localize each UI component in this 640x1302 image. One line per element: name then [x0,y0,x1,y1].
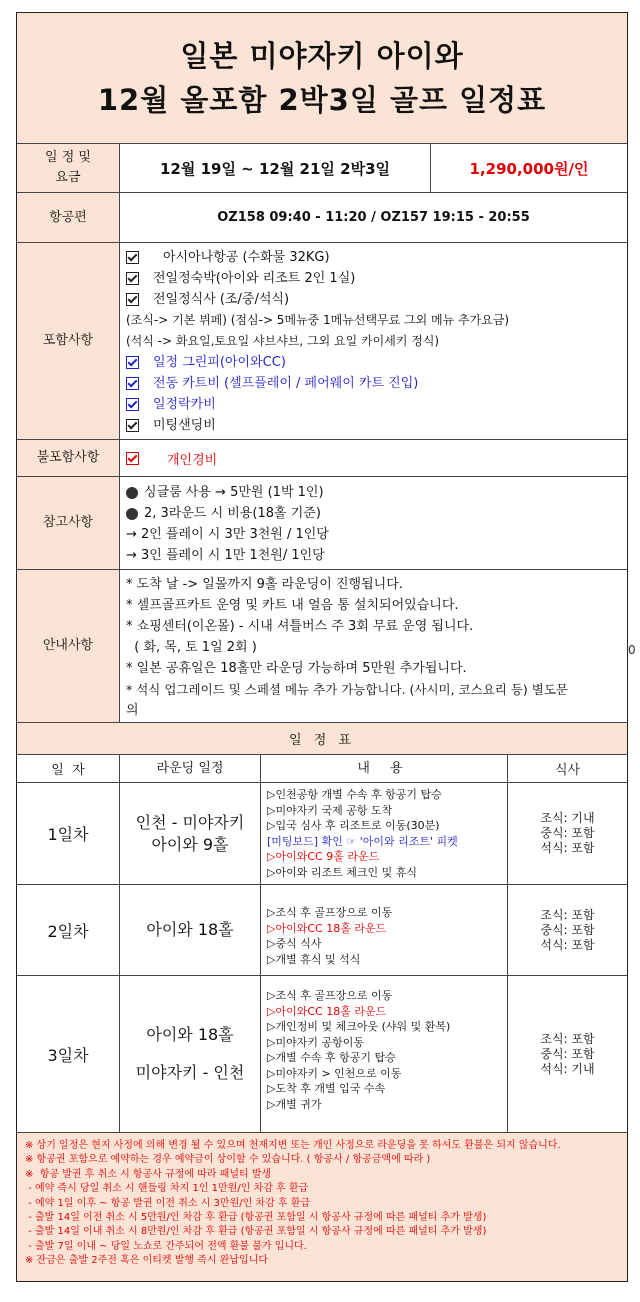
checkbox-icon [126,398,139,411]
content-line: ▷개별 휴식 및 석식 [267,952,361,966]
list-item: 의 [126,703,139,718]
schedule-fee-row [17,144,627,193]
included-row [17,243,627,440]
content-line: ▷미야자키 공항이동 [267,1035,364,1049]
note-line: ※ 항공 발권 후 취소 시 항공사 규정에 따라 패널티 발생 [25,1168,272,1180]
list-item: (조식-> 기본 뷔페) (점심-> 5메뉴중 1메뉴선택무료 그외 메뉴 추가요금) [126,313,510,327]
content-line: ▷개별 수속 후 항공기 탑승 [267,1051,396,1064]
content-cell [261,783,508,884]
list-item: 일정락카비 [126,394,621,415]
note-line: ※ 잔금은 출발 2주전 혹은 이티켓 발행 즉시 완납입니다 [25,1255,269,1267]
header-meal: 식사 [554,763,581,778]
content-line: ▷개별 귀가 [267,1097,322,1111]
guide-label: 안내사항 [17,570,120,722]
excluded-value [120,440,627,476]
content-line: ▷미야자키 > 인천으로 이동 [267,1066,402,1080]
content-line: ▷입국 심사 후 리조트로 이동(30분) [267,819,440,832]
guide-row [17,570,627,723]
schedule-header [17,755,627,783]
flight-label: 항공편 [17,193,120,242]
list-item: 싱글룸 사용 → 5만원 (1박 1인) [126,482,621,503]
header-content: 내 용 [261,755,508,782]
checkbox-icon [126,293,139,306]
note-line: - 출발 7일 이내 ~ 당일 노쇼로 간주되어 전액 환불 불가 입니다. [25,1240,307,1252]
header-rounding: 라운딩 일정 [120,755,261,782]
checkbox-icon [126,251,139,264]
list-item: * 셀프골프카트 운영 및 카트 내 얼음 통 설치되어있습니다. [126,598,459,613]
included-label: 포함사항 [17,243,120,439]
content-cell [261,976,508,1132]
title-line-1: 일본 미야자키 아이와 [180,39,464,73]
list-item: * 석식 업그레이드 및 스페셜 메뉴 추가 가능합니다. (사시미, 코스요리 등) 별도문 [126,682,568,697]
excluded-label: 불포함사항 [17,440,120,476]
checkbox-icon [126,452,139,465]
content-line: ▷아이와 리조트 체크인 및 휴식 [267,865,417,879]
rounding-cell: 인천 - 미야자키 아이와 9홀 [120,783,261,884]
checkbox-icon [126,377,139,390]
checkbox-icon [126,419,139,432]
note-line: - 출발 14일 이전 취소 시 5만원/인 차감 후 환급 (항공권 포함일 시 항공사 규정에 따른 패널티 추가 발생) [25,1212,487,1224]
reference-list [120,477,627,569]
flight-value: OZ158 09:40 - 11:20 / OZ157 19:15 - 20:55 [217,210,530,225]
list-item: * 쇼핑센터(이온몰) - 시내 셔틀버스 주 3회 무료 운영 됩니다. [126,619,474,634]
table-row [17,976,627,1133]
content-line: ▷도착 후 개별 입국 수속 [267,1082,386,1095]
table-row [17,783,627,885]
guide-list [120,570,627,722]
content-line: ▷아이와CC 9홀 라운드 [267,850,380,863]
list-item: * 도착 날 -> 일몰까지 9홀 라운딩이 진행됩니다. [126,577,403,592]
excluded-row [17,440,627,477]
day-cell: 2일차 [17,885,120,975]
bullet-icon [126,487,138,499]
meal-cell: 조식: 포함 중식: 포함 석식: 기내 [540,1031,595,1076]
content-line: ▷중식 식사 [267,937,322,950]
included-list [120,243,627,439]
list-item: 전일정숙박(아이와 리조트 2인 1실) [126,268,621,289]
content-line: ▷아이와CC 18홀 라운드 [267,1004,387,1018]
day-cell: 3일차 [17,976,120,1132]
list-item: 전동 카트비 (셀프플레이 / 페어웨이 카트 진입) [126,373,621,394]
header-day: 일 자 [17,755,120,782]
content-line: ▷개인정비 및 체크아웃 (샤워 및 환복) [267,1020,451,1033]
edge-mark: 0 [628,643,636,657]
content-line: ▷미야자키 국제 공항 도착 [267,803,393,817]
title-block [17,13,627,144]
note-line: - 예약 1일 이후 ~ 항공 발권 이전 취소 시 3만원/인 차감 후 환급 [25,1197,311,1209]
trip-price: 1,290,000원/인 [469,159,589,178]
content-line: ▷조식 후 골프장으로 이동 [267,906,393,919]
list-item: 2, 3라운드 시 비용(18홀 기준) [126,503,621,524]
meal-cell: 조식: 포함 중식: 포함 석식: 포함 [540,907,595,952]
content-line: ▷아이와CC 18홀 라운드 [267,921,387,935]
note-line: ※ 상기 일정은 현지 사정에 의해 변경 될 수 있으며 천재지변 또는 개인 사정으로 라운딩을 못 하셔도 환불은 되지 않습니다. [25,1140,561,1151]
meal-cell: 조식: 기내 중식: 포함 석식: 포함 [540,811,595,855]
list-item: 아시아나항공 (수화물 32KG) [126,247,621,268]
schedule-fee-label [17,144,120,192]
list-item: → 2인 플레이 시 3만 3천원 / 1인당 [126,527,329,542]
notes-block [17,1133,627,1281]
list-item: (석식 -> 화요일,토요일 샤브샤브, 그외 요일 카이세키 정식) [126,334,440,348]
content-line: ▷인천공항 개별 수속 후 항공기 탑승 [267,788,442,801]
content-line: ▷조식 후 골프장으로 이동 [267,989,393,1002]
list-item: * 일본 공휴일은 18홀만 라운딩 가능하며 5만원 추가됩니다. [126,661,467,676]
excluded-item: 개인경비 [167,452,218,468]
list-item: 일정 그린피(아이와CC) [126,352,621,373]
day-cell: 1일차 [17,783,120,884]
trip-dates: 12월 19일 ~ 12월 21일 2박3일 [120,144,431,192]
itinerary-sheet [16,12,628,1282]
note-line: - 출발 14일 이내 취소 시 8만원/인 차감 후 환급 (항공권 포함일 시 항공사 규정에 따른 패널티 추가 발생) [25,1226,487,1238]
rounding-cell: 아이와 18홀 [120,885,261,975]
note-line: - 예약 즉시 당일 취소 시 핸들링 차지 1인 1만원/인 차감 후 환급 [25,1183,309,1195]
label-line: 일 정 및 [45,150,91,165]
rounding-cell: 아이와 18홀 미야자키 - 인천 [120,976,261,1132]
schedule-title: 일 정 표 [17,723,627,755]
reference-row [17,477,627,570]
checkbox-icon [126,272,139,285]
title-line-2: 12월 올포함 2박3일 골프 일정표 [97,83,547,117]
content-line: [미팅보드] 확인 ☞ '아이와 리조트' 피켓 [267,834,458,848]
bullet-icon [126,508,138,520]
table-row [17,885,627,976]
flight-row [17,193,627,243]
reference-label: 참고사항 [17,477,120,569]
list-item: 미팅샌딩비 [126,415,621,436]
content-cell [261,885,508,975]
list-item: → 3인 플레이 시 1만 1천원/ 1인당 [126,548,325,563]
checkbox-icon [126,356,139,369]
label-line: 요금 [55,170,81,185]
list-item: 전일정식사 (조/중/석식) [126,289,621,310]
note-line: ※ 항공권 포함으로 예약하는 경우 예약금이 상이할 수 있습니다. ( 항공사 / 항공금액에 따라 ) [25,1154,431,1166]
list-item: ( 화, 목, 토 1일 2회 ) [126,640,257,655]
